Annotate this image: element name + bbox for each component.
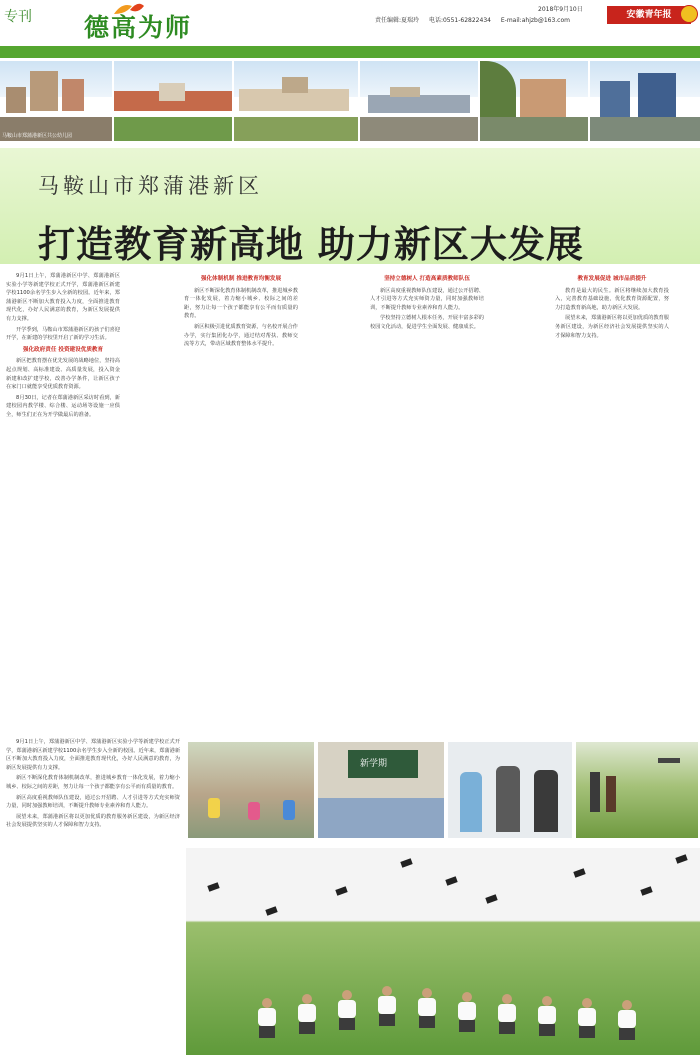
paragraph: 9月1日上午，郑蒲港新区中学、郑蒲港新区实验小学等新建学校正式开学，郑蒲港新区新建学校1100余名学生步入全新的校园。近年来，郑蒲港新区不断加大教育投入力度，全面推进教育现代化，办好人民满意的教育，为新区发展提供有力支撑。 — [6, 739, 180, 771]
editor-phone: 电话:0551-62822434 — [428, 17, 491, 24]
column-title: 德高为师 — [84, 13, 193, 42]
header-divider-bar — [0, 46, 700, 58]
school-photo-5 — [480, 61, 588, 141]
paragraph: 教育是最大的民生。新区将继续加大教育投入，完善教育基础设施，优化教育资源配置，努力打造教育新高地，助力新区大发展。 — [555, 287, 669, 311]
editor-info-line — [375, 15, 578, 24]
school-photo-6 — [590, 61, 700, 141]
editor-name: 责任编辑:夏瑞玲 — [375, 17, 420, 24]
section-heading: 强化政府责任 投资建设优质教育 — [22, 346, 104, 353]
paragraph: 新区把教育摆在优先发展的战略地位，坚持高起点规划、高标准建设、高质量发展，投入资金新建和改扩建学校，改善办学条件，让新区孩子在家门口就能享受优质教育资源。 — [6, 358, 120, 391]
student-photo-area — [186, 740, 700, 1055]
special-issue-tag: 专刊 — [4, 9, 32, 25]
paragraph: 新区高度重视教师队伍建设，通过公开招聘、人才引进等方式充实师资力量，同时加强教师培训，不断提升教师专业素养和育人能力。 — [6, 794, 180, 810]
editor-email: E-mail:ahjzb@163.com — [500, 17, 570, 24]
photo-campus-children — [188, 742, 314, 838]
article-subtitle: 马鞍山市郑蒲港新区 — [38, 174, 263, 198]
paragraph: 8月30日，记者在郑蒲港新区采访时看到，新建校园内教学楼、综合楼、运动场等设施一应俱全，师生们正在为开学做最后的准备。 — [6, 394, 120, 418]
article-column-4 — [555, 272, 669, 730]
article-column-2 — [184, 272, 298, 730]
paragraph: 9月1日上午，郑蒲港新区中学、郑蒲港新区实验小学等新建学校正式开学，郑蒲港新区新建学校1100余名学生步入全新的校园。近年来，郑蒲港新区不断加大教育投入力度，全面推进教育现代化，办好人民满意的教育，为新区发展提供有力支撑。 — [6, 273, 120, 322]
article-headline: 打造教育新高地 助力新区大发展 — [38, 223, 584, 266]
school-photo-strip — [0, 61, 700, 141]
section-heading: 坚持立德树人 打造高素质教师队伍 — [384, 276, 470, 282]
chalkboard-text: 新学期 — [360, 759, 388, 769]
paragraph: 展望未来，郑蒲港新区将以更加优质的教育服务新区建设，为新区经济社会发展提供坚实的人才保障和智力支持。 — [555, 315, 669, 339]
paragraph: 开学季到，马鞍山市郑蒲港新区的孩子们喜迎开学，在新建的学校里开启了新的学习生活。 — [6, 326, 120, 342]
school-photo-1 — [0, 61, 112, 141]
photo-caption: 马鞍山市郑蒲港新区共公幼儿园 — [2, 133, 73, 139]
paragraph: 展望未来，郑蒲港新区将以更加优质的教育服务新区建设，为新区经济社会发展提供坚实的人才保障和智力支持。 — [6, 813, 180, 829]
paragraph: 新区不断深化教育体制机制改革，推进城乡教育一体化发展，着力缩小城乡、校际之间的差距，努力让每一个孩子都能享有公平而有质量的教育。 — [6, 775, 180, 790]
school-photo-4 — [360, 61, 478, 141]
issue-date: 2018年9月10日 — [538, 6, 583, 13]
photo-registration — [448, 742, 572, 838]
photo-graduation-cap-toss — [186, 848, 700, 1055]
article-column-1-lower — [6, 738, 180, 1048]
article-column-1 — [6, 272, 120, 730]
paragraph: 新区不断深化教育体制机制改革，推进城乡教育一体化发展，着力缩小城乡、校际之间的差距，努力让每一个孩子都能享有公平而有质量的教育。 — [184, 287, 298, 320]
paragraph: 新区积极引进优质教育资源，与名校开展合作办学，实行集团化办学，通过结对帮扶、教师交流等方式，带动区域教育整体水平提升。 — [184, 323, 298, 348]
photo-classroom — [318, 742, 444, 838]
photo-sports-field — [576, 742, 698, 838]
newspaper-logo: 安徽青年报 — [607, 6, 691, 24]
paragraph: 学校坚持立德树人根本任务，开展丰富多彩的校园文化活动，促进学生全面发展、健康成长。 — [370, 315, 484, 330]
school-photo-3 — [234, 61, 358, 141]
logo-badge-icon — [680, 5, 698, 23]
section-heading: 教育发展促进 城市品质提升 — [577, 276, 647, 282]
paragraph: 新区高度重视教师队伍建设，通过公开招聘、人才引进等方式充实师资力量，同时加强教师培训，不断提升教师专业素养和育人能力。 — [370, 287, 484, 311]
article-column-3 — [370, 272, 484, 730]
school-photo-2 — [114, 61, 232, 141]
section-heading: 强化体制机制 推进教育均衡发展 — [200, 276, 282, 282]
